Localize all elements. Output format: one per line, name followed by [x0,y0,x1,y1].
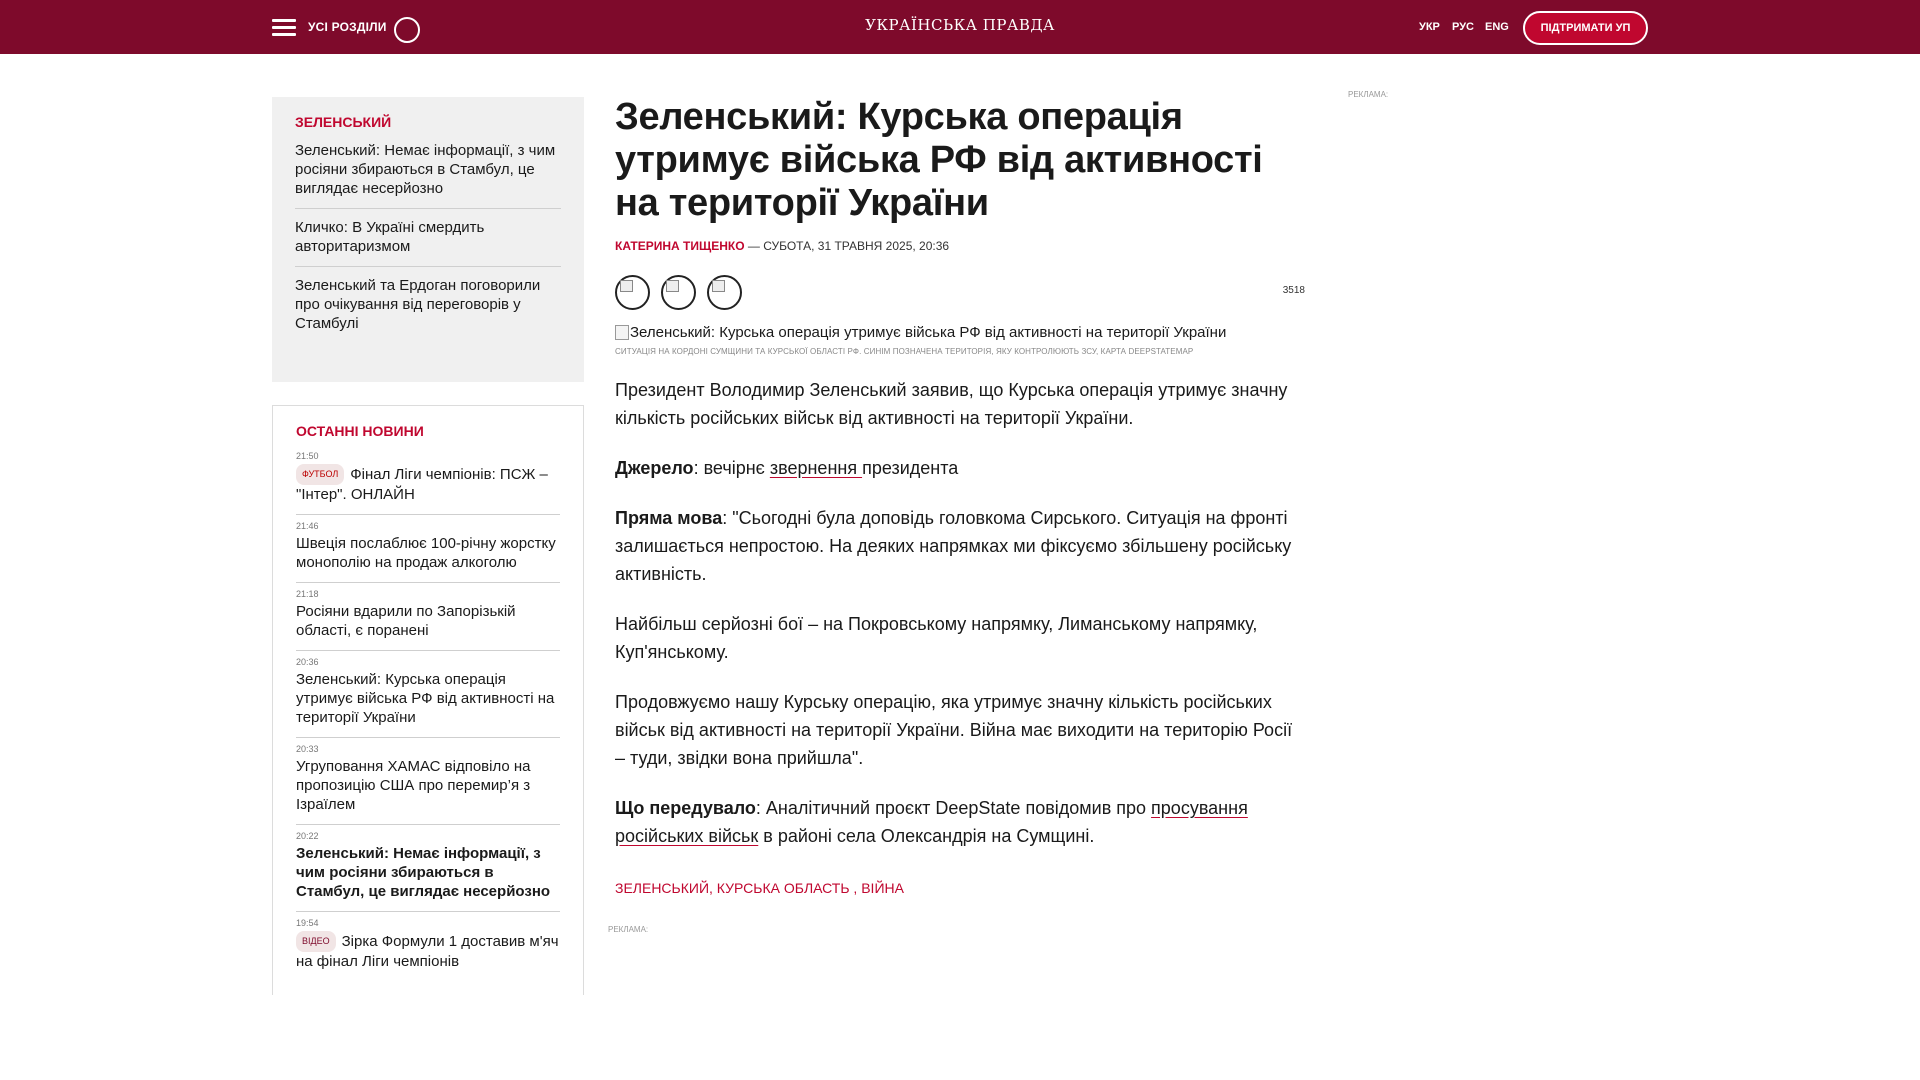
search-icon[interactable] [394,17,420,43]
tag-link[interactable]: КУРСЬКА ОБЛАСТЬ [716,880,850,896]
news-time: 19:54 [296,918,319,928]
latest-news-box [272,405,584,995]
article-image [615,324,1305,341]
news-title[interactable]: Росіяни вдарили по Запорізькій області, є поранені [296,603,516,639]
news-item[interactable] [296,445,560,515]
news-tag[interactable]: ВІДЕО [296,931,336,952]
article [615,96,1305,896]
hamburger-menu-icon[interactable] [272,19,296,37]
lang-ukr-link[interactable]: УКР [1419,21,1440,33]
topic-item[interactable]: Зеленський та Ердоган поговорили про очікування від переговорів у Стамбулі [295,277,541,332]
news-title[interactable]: Зеленський: Немає інформації, з чим росіяни збираються в Стамбул, це виглядає несерйозно [296,845,551,900]
byline-separator: — [744,239,764,253]
telegram-share-icon[interactable] [707,275,742,310]
top-navigation-bar [0,0,1920,54]
news-title-text[interactable]: Фінал Ліги чемпіонів: ПСЖ – "Інтер". ОНЛАЙН [296,466,548,503]
broken-image-icon [615,325,629,340]
news-item[interactable] [296,651,560,738]
paragraph-text: в районі села Олександрія на Сумщині. [758,826,1095,846]
ad-label: РЕКЛАМА: [608,925,649,934]
facebook-share-icon[interactable] [615,275,650,310]
quote-label: Пряма мова [615,508,723,528]
tag-link[interactable]: ВІЙНА [861,880,904,896]
news-title-text[interactable]: Зірка Формули 1 доставив м'яч на фінал Ліги чемпіонів [296,933,559,970]
topic-box [272,97,584,382]
news-tag[interactable]: ФУТБОЛ [296,464,344,485]
author-link[interactable]: КАТЕРИНА ТИЩЕНКО [615,239,745,253]
advance-link[interactable]: просування російських військ [615,798,1248,846]
article-paragraph: Найбільш серйозні бої – на Покровському напрямку, Лиманському напрямку, Куп'янському. [615,614,1258,662]
news-title[interactable]: Швеція послаблює 100-річну жорстку монополію на продаж алкоголю [296,535,556,571]
topic-list [295,141,561,343]
news-item[interactable] [296,738,560,825]
article-paragraph [615,454,1305,482]
article-headline: Зеленський: Курська операція утримує війська РФ від активності на території України [615,96,1263,224]
news-time: 21:18 [296,589,319,599]
news-item[interactable] [296,825,560,912]
topic-heading[interactable]: ЗЕЛЕНСЬКИЙ [295,114,392,130]
paragraph-text: : Аналітичний проєкт DeepState повідомив про [755,798,1152,818]
article-date: СУБОТА, 31 ТРАВНЯ 2025, 20:36 [763,239,950,253]
news-title[interactable]: Зеленський: Курська операція утримує війська РФ від активності на території України [296,671,555,726]
topic-item[interactable]: Зеленський: Немає інформації, з чим росіяни збираються в Стамбул, це виглядає несерйозно [295,141,561,209]
all-sections-link[interactable]: УСІ РОЗДІЛИ [308,20,387,34]
latest-news-heading[interactable]: ОСТАННІ НОВИНИ [296,423,424,439]
source-label: Джерело [615,458,694,478]
paragraph-text: президента [862,458,959,478]
article-byline [615,239,1305,253]
ad-label: РЕКЛАМА: [1348,90,1389,99]
paragraph-text: : "Сьогодні була доповідь головкома Сирського. Ситуація на фронті залишається непростою. На деяких напрямках ми фіксуємо збільшену російську активність. [615,508,1292,584]
news-time: 20:33 [296,744,319,754]
article-paragraph: Президент Володимир Зеленський заявив, що Курська операція утримує значну кількість російських військ від активності на території України. [615,380,1288,428]
view-count: 3518 [1282,285,1305,296]
tag-separator: , [849,880,862,896]
news-time: 20:22 [296,831,319,841]
lang-eng-link[interactable]: ENG [1485,21,1509,33]
article-paragraph [615,504,1305,588]
share-row [615,275,1305,311]
article-paragraph: Продовжуємо нашу Курську операцію, яка утримує значну кількість російських військ від активності на території України. Війна має виходити на територію Росії – туди, звідки вона прийшла". [615,692,1293,768]
news-title[interactable]: Угруповання ХАМАС відповіло на пропозицію США про перемир’я з Ізраїлем [296,758,531,813]
twitter-share-icon[interactable] [661,275,696,310]
news-title[interactable] [296,931,560,971]
article-body [615,376,1305,850]
background-label: Що передувало [615,798,756,818]
lang-rus-link[interactable]: РУС [1452,21,1474,33]
tag-link[interactable]: ЗЕЛЕНСЬКИЙ [615,880,710,896]
support-button[interactable]: ПІДТРИМАТИ УП [1523,11,1648,45]
news-time: 21:50 [296,451,319,461]
site-logo[interactable]: УКРАЇНСЬКА ПРАВДА [865,16,1055,34]
news-item[interactable] [296,912,560,981]
address-link[interactable]: звернення [769,458,863,478]
news-item[interactable] [296,583,560,651]
tag-separator: , [709,880,717,896]
news-title[interactable] [296,464,560,504]
article-image-alt: Зеленський: Курська операція утримує війська РФ від активності на території України [630,324,1227,341]
news-item[interactable] [296,515,560,583]
article-tags [615,880,1305,896]
article-paragraph [615,794,1305,850]
news-time: 20:36 [296,657,319,667]
image-caption: СИТУАЦІЯ НА КОРДОНІ СУМЩИНИ ТА КУРСЬКОЇ ОБЛАСТІ РФ. СИНІМ ПОЗНАЧЕНА ТЕРИТОРІЯ, ЯКУ КОНТРОЛЮЮТЬ ЗСУ, КАРТА DEEPSTATEMAP [615,347,1194,356]
news-time: 21:46 [296,521,319,531]
topic-item[interactable]: Кличко: В Україні смердить авторитаризмом [295,209,561,267]
paragraph-text: : вечірнє [693,458,770,478]
